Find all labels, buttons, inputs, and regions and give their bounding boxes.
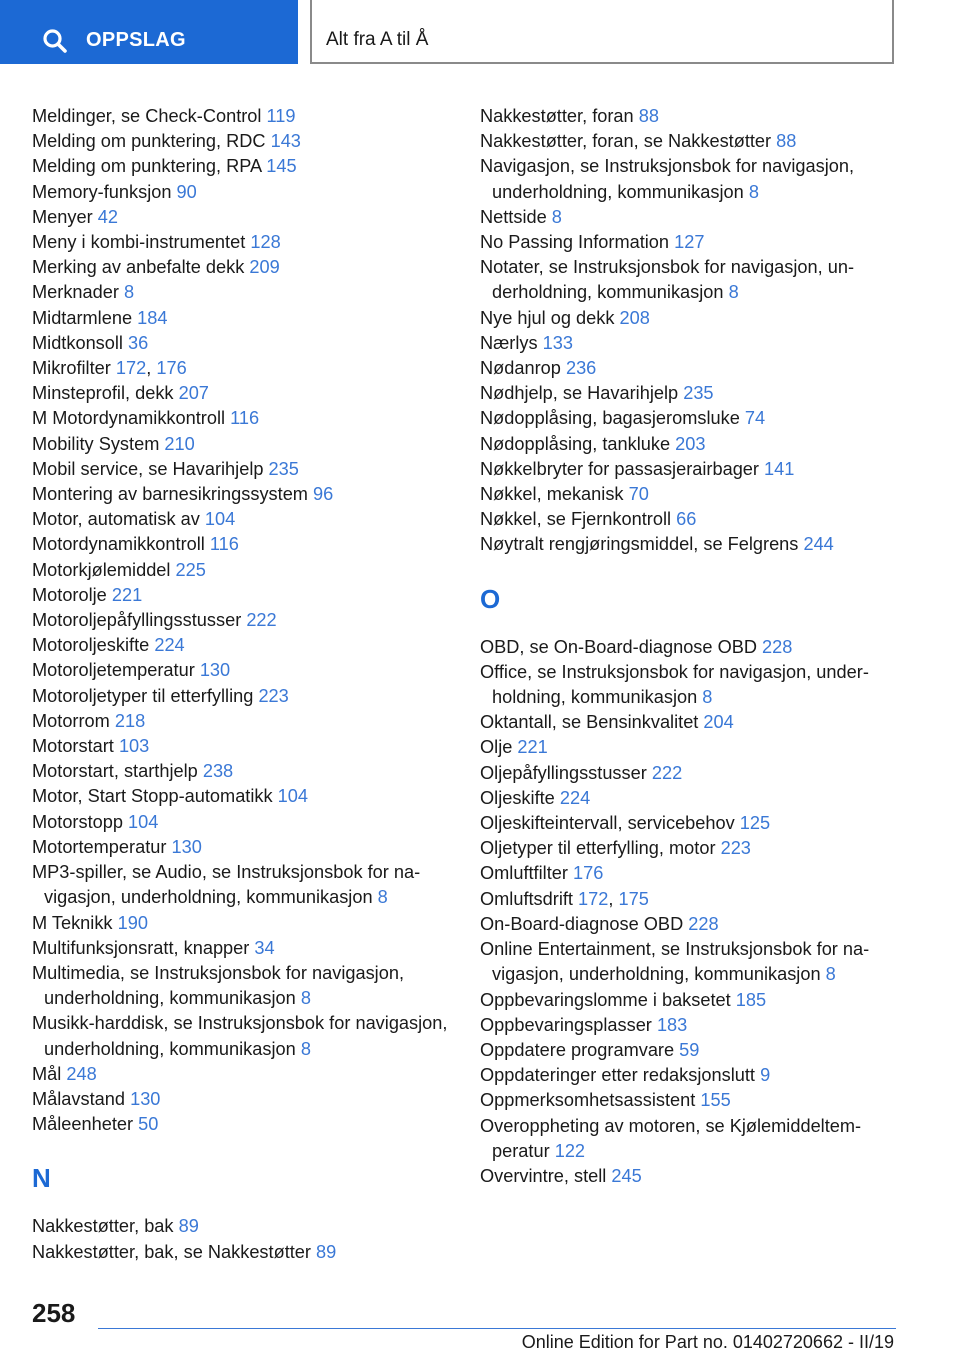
- entry-text: Måleenheter: [32, 1114, 134, 1135]
- page-link[interactable]: 235: [683, 383, 714, 404]
- page-link[interactable]: 203: [675, 433, 706, 454]
- oppslag-tab[interactable]: [0, 0, 298, 64]
- page-link[interactable]: 50: [138, 1114, 159, 1135]
- page-link[interactable]: 36: [128, 332, 149, 353]
- index-entry: [480, 457, 900, 482]
- index-entry: [480, 532, 900, 557]
- index-entry: [480, 660, 900, 710]
- entry-text: Nøytralt rengjøringsmiddel, se Felgrens: [480, 534, 799, 555]
- entry-text: MP3-spiller, se Audio, se Instruksjonsbok for navigasjon, underholdning, kommunikasjon: [32, 862, 421, 908]
- page-link[interactable]: 236: [565, 358, 597, 379]
- index-entry: [480, 811, 900, 836]
- page-link[interactable]: 143: [270, 131, 301, 152]
- page-link[interactable]: 122: [554, 1140, 586, 1161]
- index-entry: [480, 432, 900, 457]
- page-link[interactable]: 183: [656, 1014, 688, 1035]
- index-entry: [480, 786, 900, 811]
- page-link[interactable]: 218: [114, 710, 146, 731]
- index-entry: [32, 911, 452, 936]
- index-entry: [32, 759, 452, 784]
- page-link[interactable]: 190: [117, 912, 148, 933]
- page-link[interactable]: 175: [618, 888, 649, 909]
- entry-text: Omluftsdrift: [480, 888, 573, 909]
- page-link[interactable]: 9: [760, 1065, 771, 1086]
- page-link[interactable]: 128: [250, 232, 281, 253]
- index-entry: [32, 860, 452, 910]
- entry-text: Mobil service, se Havarihjelp: [32, 458, 264, 479]
- entry-text: Motoroljetemperatur: [32, 660, 195, 681]
- entry-text: Nøkkel, se Fjernkontroll: [480, 509, 672, 530]
- index-entry: [32, 1112, 452, 1137]
- index-entry: [32, 280, 452, 305]
- page-link[interactable]: 59: [679, 1039, 700, 1060]
- entry-text: On-Board-diagnose OBD: [480, 913, 684, 934]
- entry-text: Merknader: [32, 282, 119, 303]
- entry-text: Midtkonsoll: [32, 332, 123, 353]
- index-entry: [32, 583, 452, 608]
- entry-text: Minsteprofil, dekk: [32, 383, 174, 404]
- index-entry: [480, 735, 900, 760]
- entry-text: Oljepåfyllingsstusser: [480, 762, 647, 783]
- page-link[interactable]: 8: [825, 964, 836, 985]
- entry-text: Menyer: [32, 206, 93, 227]
- page-separator: ,: [146, 358, 152, 379]
- entry-text: Motoroljepåfyllingsstusser: [32, 610, 242, 631]
- entry-text: Nye hjul og dekk: [480, 307, 615, 328]
- page-link[interactable]: 176: [156, 358, 187, 379]
- index-entry: [480, 255, 900, 305]
- page-link[interactable]: 8: [702, 687, 713, 708]
- page-link[interactable]: 104: [204, 509, 236, 530]
- index-column-right: [480, 104, 900, 1189]
- index-entry: [32, 558, 452, 583]
- page-link[interactable]: 90: [176, 181, 197, 202]
- index-entry: [32, 180, 452, 205]
- entry-text: Melding om punktering, RDC: [32, 131, 266, 152]
- page-link[interactable]: 223: [720, 838, 751, 859]
- entry-text: Oppdatere programvare: [480, 1039, 675, 1060]
- page-link[interactable]: 8: [728, 282, 739, 303]
- page-link[interactable]: 176: [572, 863, 604, 884]
- page-link[interactable]: 225: [175, 559, 206, 580]
- entry-text: Oppbevaringslomme i baksetet: [480, 989, 731, 1010]
- entry-text: Oljeskifteintervall, servicebehov: [480, 813, 735, 834]
- index-entry: [480, 356, 900, 381]
- page-link[interactable]: 103: [118, 736, 150, 757]
- entry-text: Oktantall, se Bensinkvalitet: [480, 712, 699, 733]
- index-entry: [480, 482, 900, 507]
- index-entry: [32, 1011, 452, 1061]
- entry-text: Melding om punktering, RPA: [32, 156, 262, 177]
- section-title: Alt fra A til Å: [326, 29, 429, 50]
- entry-text: Office, se Instruksjonsbok for navigasjon, underholdning, kommunikasjon: [480, 661, 869, 708]
- page-link[interactable]: 172: [578, 888, 609, 909]
- index-entry: [32, 810, 452, 835]
- index-entry: [32, 507, 452, 532]
- index-entry: [32, 532, 452, 557]
- index-entry: [32, 835, 452, 860]
- entry-text: Mikrofilter: [32, 358, 111, 379]
- index-entry: [32, 432, 452, 457]
- index-entry: [32, 381, 452, 406]
- index-entry: [32, 936, 452, 961]
- page-link[interactable]: 8: [377, 887, 388, 908]
- index-entry: [32, 356, 452, 381]
- entry-text: Motorstopp: [32, 811, 123, 832]
- index-entry: [32, 684, 452, 709]
- page-link[interactable]: 89: [178, 1216, 199, 1237]
- entry-text: Nødhjelp, se Havarihjelp: [480, 383, 679, 404]
- page-link[interactable]: 141: [764, 458, 795, 479]
- entry-text: OBD, se On-Board-diagnose OBD: [480, 636, 757, 657]
- index-entry: [480, 836, 900, 861]
- entry-text: Navigasjon, se Instruksjonsbok for navigasjon, underholdning, kommunikasjon: [480, 156, 855, 202]
- entry-text: Nakkestøtter, foran, se Nakkestøtter: [480, 131, 772, 152]
- section-header: [310, 0, 894, 64]
- index-column-left: [32, 104, 452, 1265]
- page-link[interactable]: 8: [748, 181, 759, 202]
- index-entry: [480, 1013, 900, 1038]
- page-link[interactable]: 8: [300, 1038, 311, 1059]
- page-link[interactable]: 155: [700, 1090, 731, 1111]
- page-link[interactable]: 222: [246, 610, 277, 631]
- entry-text: Mål: [32, 1063, 62, 1084]
- page-link[interactable]: 224: [154, 635, 185, 656]
- index-entry: [32, 457, 452, 482]
- index-entry: [32, 784, 452, 809]
- page-link[interactable]: 172: [115, 358, 147, 379]
- entry-text: Motoroljeskifte: [32, 635, 150, 656]
- page-link[interactable]: 204: [703, 712, 734, 733]
- index-entry: [480, 129, 900, 154]
- page-link[interactable]: 8: [124, 282, 135, 303]
- entry-text: M Motordynamikkontroll: [32, 408, 226, 429]
- footer-divider: [98, 1328, 896, 1329]
- entry-text: Motoroljetyper til etterfylling: [32, 685, 254, 706]
- index-entry: [480, 912, 900, 937]
- page-link[interactable]: 66: [676, 509, 697, 530]
- index-entry: [480, 154, 900, 204]
- page-link[interactable]: 116: [209, 534, 239, 555]
- page-link[interactable]: 8: [300, 988, 311, 1009]
- index-entry: [480, 887, 900, 912]
- page-link[interactable]: 238: [202, 761, 234, 782]
- page-link[interactable]: 222: [651, 762, 683, 783]
- index-entry: [480, 635, 900, 660]
- index-entry: [32, 482, 452, 507]
- search-icon: [42, 28, 68, 54]
- index-entry: [32, 1062, 452, 1087]
- edition-text: Online Edition for Part no. 01402720662 - II/19: [521, 1332, 894, 1352]
- index-entry: [480, 230, 900, 255]
- entry-text: Motorstart, starthjelp: [32, 761, 198, 782]
- entry-text: Midtarmlene: [32, 307, 133, 328]
- index-entry: [480, 861, 900, 886]
- index-entry: [32, 306, 452, 331]
- page-number: 258: [32, 1298, 76, 1328]
- entry-text: No Passing Information: [480, 232, 670, 253]
- page-link[interactable]: 88: [638, 106, 659, 126]
- page-link[interactable]: 235: [268, 458, 299, 479]
- entry-text: Motortemperatur: [32, 836, 167, 857]
- page-link[interactable]: 42: [97, 206, 118, 227]
- page-link[interactable]: 104: [277, 786, 309, 807]
- entry-text: Montering av barnesikringssystem: [32, 484, 308, 505]
- page-link[interactable]: 133: [542, 332, 574, 353]
- index-entry: [32, 1214, 452, 1239]
- page-link[interactable]: 34: [254, 937, 275, 958]
- index-entry: [480, 507, 900, 532]
- entry-text: Motorrom: [32, 710, 110, 731]
- entry-text: Motorkjølemiddel: [32, 559, 171, 580]
- index-entry: [32, 709, 452, 734]
- page-link[interactable]: 221: [517, 737, 548, 758]
- page-link[interactable]: 96: [313, 484, 334, 505]
- page-link[interactable]: 145: [266, 156, 297, 177]
- entry-text: Motordynamikkontroll: [32, 534, 205, 555]
- page-link[interactable]: 130: [171, 836, 202, 857]
- page-link[interactable]: 223: [258, 685, 289, 706]
- page-link[interactable]: 130: [130, 1088, 161, 1109]
- page-link[interactable]: 130: [199, 660, 231, 681]
- entry-text: Nettside: [480, 206, 547, 227]
- page-link[interactable]: 184: [137, 307, 168, 328]
- entry-text: Oppbevaringsplasser: [480, 1014, 652, 1035]
- entry-text: Oljeskifte: [480, 787, 555, 808]
- entry-text: Mobility System: [32, 433, 160, 454]
- entry-text: Oppmerksomhetsassistent: [480, 1090, 696, 1111]
- index-entry: [32, 633, 452, 658]
- page-link[interactable]: 104: [128, 811, 159, 832]
- index-entry: [480, 205, 900, 230]
- index-entry: [480, 306, 900, 331]
- entry-text: Nødopplåsing, tankluke: [480, 433, 671, 454]
- index-entry: [32, 205, 452, 230]
- index-entry: [480, 1063, 900, 1088]
- entry-text: M Teknikk: [32, 912, 113, 933]
- entry-text: Nærlys: [480, 332, 538, 353]
- entry-text: Musikk-harddisk, se Instruksjonsbok for navigasjon, underholdning, kommunikasjon: [32, 1013, 448, 1059]
- index-entry: [480, 937, 900, 987]
- page-link[interactable]: 116: [230, 408, 260, 429]
- index-entry: [32, 734, 452, 759]
- page-link[interactable]: 245: [611, 1165, 642, 1186]
- page-link[interactable]: 224: [559, 787, 591, 808]
- entry-text: Oppdateringer etter redaksjonslutt: [480, 1065, 755, 1086]
- index-entry: [480, 1088, 900, 1113]
- page-link[interactable]: 74: [744, 408, 766, 429]
- section-letter: O: [480, 583, 501, 614]
- entry-text: Overoppheting av motoren, se Kjølemiddeltemperatur: [480, 1115, 862, 1161]
- entry-text: Motor, automatisk av: [32, 509, 200, 530]
- entry-text: Nakkestøtter, foran: [480, 106, 634, 126]
- entry-text: Meny i kombi-instrumentet: [32, 232, 246, 253]
- entry-text: Nødopplåsing, bagasjeromsluke: [480, 408, 740, 429]
- entry-text: Nøkkel, mekanisk: [480, 484, 624, 505]
- page-link[interactable]: 88: [776, 131, 797, 152]
- entry-text: Oljetyper til etterfylling, motor: [480, 838, 716, 859]
- page-link[interactable]: 127: [674, 232, 705, 253]
- entry-text: Notater, se Instruksjonsbok for navigasjon, underholdning, kommunikasjon: [480, 257, 855, 303]
- index-entry: [32, 406, 452, 431]
- tab-label: OPPSLAG: [86, 29, 186, 51]
- entry-text: Memory-funksjon: [32, 181, 172, 202]
- entry-text: Motorstart: [32, 736, 114, 757]
- entry-text: Merking av anbefalte dekk: [32, 257, 245, 278]
- index-entry: [32, 961, 452, 1011]
- entry-text: Nødanrop: [480, 358, 561, 379]
- entry-text: Nøkkelbryter for passasjerairbager: [480, 458, 759, 479]
- page-link[interactable]: 228: [762, 636, 793, 657]
- index-entry: [32, 658, 452, 683]
- index-entry: [32, 154, 452, 179]
- index-entry: [480, 406, 900, 431]
- index-entry: [480, 104, 900, 129]
- page-link[interactable]: 89: [316, 1241, 337, 1262]
- entry-text: Nakkestøtter, bak: [32, 1216, 174, 1237]
- index-entry: [480, 988, 900, 1013]
- index-entry: [32, 230, 452, 255]
- index-entry: [480, 761, 900, 786]
- index-entry: [32, 104, 452, 129]
- index-entry: [32, 1087, 452, 1112]
- page-link[interactable]: 8: [551, 206, 562, 227]
- page-link[interactable]: 244: [803, 534, 834, 555]
- index-entry: [480, 331, 900, 356]
- index-entry: [32, 129, 452, 154]
- index-entry: [480, 381, 900, 406]
- page-link[interactable]: 207: [178, 383, 209, 404]
- entry-text: Meldinger, se Check-Control: [32, 106, 262, 126]
- index-entry: [480, 1038, 900, 1063]
- index-entry: [32, 331, 452, 356]
- entry-text: Multifunksjonsratt, knapper: [32, 937, 250, 958]
- page-link[interactable]: 248: [66, 1063, 97, 1084]
- index-entry: [480, 1164, 900, 1189]
- page-link[interactable]: 228: [688, 913, 719, 934]
- entry-text: Nakkestøtter, bak, se Nakkestøtter: [32, 1241, 311, 1262]
- page-link[interactable]: 119: [266, 106, 296, 126]
- entry-text: Motorolje: [32, 584, 107, 605]
- page-link[interactable]: 209: [249, 257, 280, 278]
- entry-text: Overvintre, stell: [480, 1165, 607, 1186]
- index-entry: [32, 255, 452, 280]
- page-link[interactable]: 185: [735, 989, 767, 1010]
- entry-text: Multimedia, se Instruksjonsbok for navigasjon, underholdning, kommunikasjon: [32, 962, 405, 1009]
- index-entry: [32, 608, 452, 633]
- entry-text: Olje: [480, 737, 513, 758]
- section-letter: N: [32, 1163, 51, 1194]
- page-link[interactable]: 221: [111, 584, 143, 605]
- index-entry: [32, 1240, 452, 1265]
- index-entry: [480, 710, 900, 735]
- entry-text: Motor, Start Stopp-automatikk: [32, 786, 273, 807]
- page-separator: ,: [608, 888, 614, 909]
- page-link[interactable]: 208: [619, 307, 650, 328]
- entry-text: Online Entertainment, se Instruksjonsbok for navigasjon, underholdning, kommunikasjon: [480, 939, 870, 985]
- entry-text: Målavstand: [32, 1088, 126, 1109]
- entry-text: Omluftfilter: [480, 863, 568, 884]
- page-link[interactable]: 125: [739, 813, 771, 834]
- page-link[interactable]: 210: [164, 433, 195, 454]
- index-entry: [480, 1114, 900, 1164]
- page-link[interactable]: 70: [628, 484, 649, 505]
